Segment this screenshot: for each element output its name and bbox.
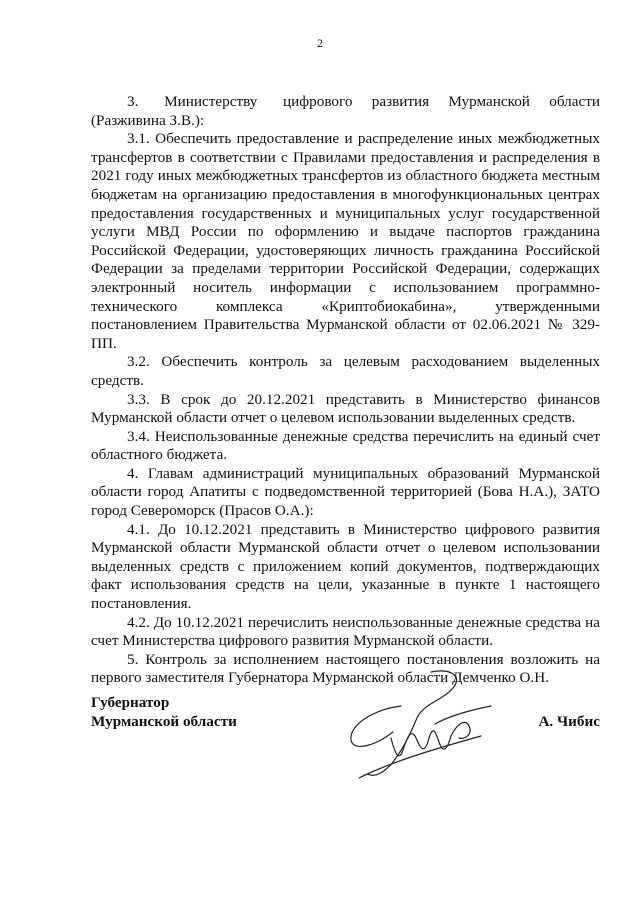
paragraph-4: 4. Главам администраций муниципальных образований Мурманской области город Апатиты с подведомственной территорией (Бова Н.А.), ЗАТО город Североморск (Прасов О.А.):	[91, 464, 600, 520]
handwritten-signature	[331, 666, 521, 791]
paragraph-4-1: 4.1. До 10.12.2021 представить в Министерство цифрового развития Мурманской области Мурманской области отчет о целевом использовании выделенных средств с приложением копий документов, подтверждающих факт использования средств на цели, указанные в пункте 1 настоящего постановления.	[91, 520, 600, 613]
page-number: 2	[317, 36, 323, 50]
paragraph-3-2: 3.2. Обеспечить контроль за целевым расходованием выделенных средств.	[91, 353, 600, 389]
paragraph-3: 3. Министерству цифрового развития Мурманской области (Разживина З.В.):	[91, 93, 600, 129]
signer-position-title: Губернатор	[91, 694, 170, 711]
paragraph-4-2: 4.2. До 10.12.2021 перечислить неиспользованные денежные средства на счет Министерства цифрового развития Мурманской области.	[91, 613, 600, 650]
signature-block	[91, 694, 600, 794]
paragraph-3-3: 3.3. В срок до 20.12.2021 представить в Министерство финансов Мурманской области отчет о целевом использовании выделенных средств.	[91, 390, 600, 427]
paragraph-5: 5. Контроль за исполнением настоящего постановления возложить на первого заместителя Губернатора Мурманской области Демченко О.Н.	[91, 650, 600, 687]
document-body	[91, 93, 600, 688]
paragraph-3-4: 3.4. Неиспользованные денежные средства перечислить на единый счет областного бюджета.	[91, 427, 600, 464]
paragraph-3-1: 3.1. Обеспечить предоставление и распределение иных межбюджетных трансфертов в соответствии с Правилами предоставления и распределения в 2021 году иных межбюджетных трансфертов из областного бюджета местным бюджетам на организацию предоставления в многофункциональных центрах предоставления государственных и муниципальных услуг государственной услуги МВД России по оформлению и выдаче паспортов гражданина Российской Федерации, удостоверяющих личность гражданина Российской Федерации за пределами территории Российской Федерации, содержащих электронный носитель информации с использованием программно-технического комплекса «Криптобиокабина», утвержденными постановлением Правительства Мурманской области от 02.06.2021 № 329-ПП.	[91, 130, 600, 352]
signer-position-region: Мурманской области	[91, 712, 237, 730]
signer-name: А. Чибис	[538, 713, 600, 730]
signer-position	[91, 694, 237, 731]
